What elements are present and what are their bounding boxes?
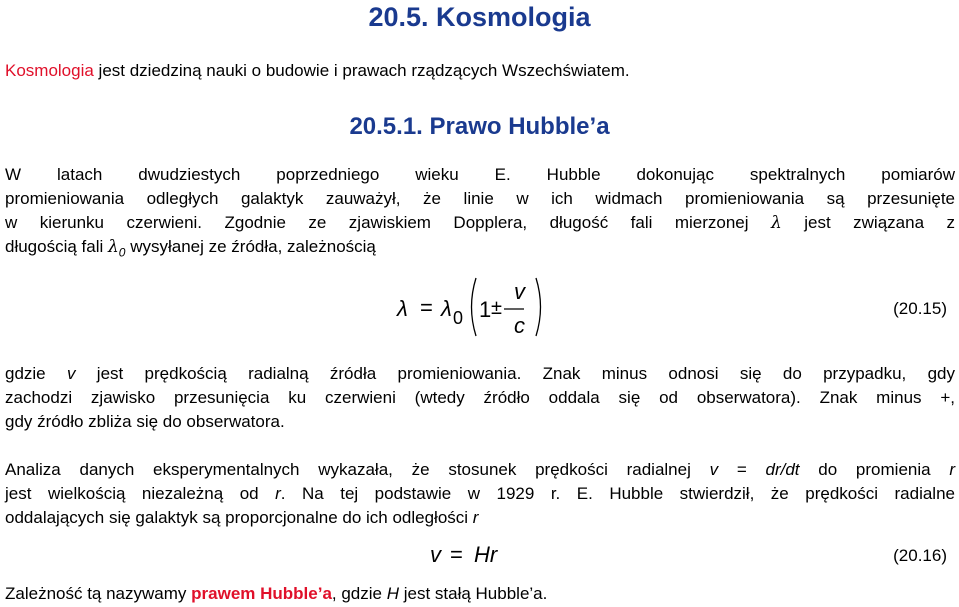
eq1-equals: = bbox=[420, 295, 433, 320]
eq1-parentheses bbox=[466, 272, 546, 342]
paragraph-4 bbox=[5, 582, 955, 606]
equation-20-16 bbox=[0, 540, 959, 574]
eq1-plusminus: ± bbox=[491, 297, 502, 319]
p1-line-3a: w kierunku czerwieni. Zgodnie ze zjawiskiem Dopplera, długość fali mierzonej bbox=[5, 213, 771, 232]
eq1-subscript: 0 bbox=[453, 308, 464, 328]
p4-c: jest stałą Hubble’a. bbox=[399, 584, 548, 603]
p3-line-1a: Analiza danych eksperymentalnych wykazała, że stosunek prędkości radialnej bbox=[5, 460, 710, 479]
term-kosmologia: Kosmologia bbox=[5, 61, 94, 80]
lambda0-subscript: 0 bbox=[118, 245, 126, 260]
eq2-v: v bbox=[430, 542, 441, 567]
eq2-equals: = bbox=[450, 542, 463, 567]
p1-line-4 bbox=[5, 235, 955, 264]
p1-line-3b: jest związana z bbox=[781, 213, 955, 232]
eq1-numerator: v bbox=[514, 279, 525, 304]
lambda0-symbol: λ bbox=[108, 237, 119, 257]
p4-a: Zależność tą nazywamy bbox=[5, 584, 192, 603]
p3-line-3 bbox=[5, 506, 955, 530]
p3-drdt: dr/dt bbox=[765, 460, 800, 479]
eq2-hr: Hr bbox=[474, 542, 498, 567]
p3-line-1b: do promienia bbox=[799, 460, 950, 479]
p3-line-2b: . Na tej podstawie w 1929 r. E. Hubble stwierdził, że prędkości radialne bbox=[280, 484, 955, 503]
p1-line-2: promieniowania odległych galaktyk zauważył, że linie w ich widmach promieniowania są przesunięte bbox=[5, 189, 955, 208]
eq2-number: (20.16) bbox=[893, 546, 947, 565]
p3-line-2 bbox=[5, 482, 955, 506]
equation-20-15 bbox=[0, 272, 959, 342]
p2-line-1 bbox=[5, 362, 955, 386]
intro-text: jest dziedziną nauki o budowie i prawach rządzących Wszechświatem. bbox=[93, 61, 630, 80]
eq1-number: (20.15) bbox=[893, 299, 947, 318]
lambda-symbol: λ bbox=[771, 213, 782, 233]
p1-line-3 bbox=[5, 211, 955, 235]
eq1-one: 1 bbox=[479, 297, 492, 322]
paragraph-1 bbox=[5, 163, 955, 264]
p2-line-1a: gdzie bbox=[5, 364, 67, 383]
p3-eq: = bbox=[718, 460, 766, 479]
eq1-lhs: λ bbox=[397, 296, 408, 321]
p1-line-4b: wysyłanej ze źródła, zależnością bbox=[125, 237, 376, 256]
p3-r3: r bbox=[472, 508, 479, 527]
p2-line-1b: jest prędkością radialną źródła promieniowania. Znak minus odnosi się do przypadku, gdy bbox=[75, 364, 955, 383]
p3-line-1 bbox=[5, 458, 955, 482]
p4-b: , gdzie bbox=[331, 584, 387, 603]
p2-v: v bbox=[66, 364, 76, 383]
paragraph-2 bbox=[5, 362, 955, 434]
p3-v: v bbox=[709, 460, 719, 479]
p3-line-2a: jest wielkością niezależną od bbox=[5, 484, 276, 503]
p1-line-1: W latach dwudziestych poprzedniego wieku E. Hubble dokonując spektralnych pomiarów bbox=[5, 165, 955, 184]
hubble-law-term: prawem Hubble’a bbox=[191, 584, 332, 603]
p3-r: r bbox=[949, 460, 955, 479]
p1-line-4a: długością fali bbox=[5, 237, 109, 256]
p2-line-3: gdy źródło zbliża się do obserwatora. bbox=[5, 412, 285, 431]
intro-paragraph bbox=[5, 59, 955, 83]
eq1-denominator: c bbox=[514, 313, 525, 338]
p3-r2: r bbox=[275, 484, 281, 503]
p2-line-2: zachodzi zjawisko przesunięcia ku czerwieni (wtedy źródło oddala się od obserwatora). Znak minus +, bbox=[5, 388, 955, 407]
eq1-lambda: λ bbox=[441, 296, 452, 321]
p3-line-3a: oddalających się galaktyk są proporcjonalne do ich odległości bbox=[5, 508, 473, 527]
paragraph-3 bbox=[5, 458, 955, 530]
subsection-title: 20.5.1. Prawo Hubble’a bbox=[349, 113, 610, 140]
p4-H: H bbox=[386, 584, 399, 603]
section-title: 20.5. Kosmologia bbox=[368, 2, 591, 32]
